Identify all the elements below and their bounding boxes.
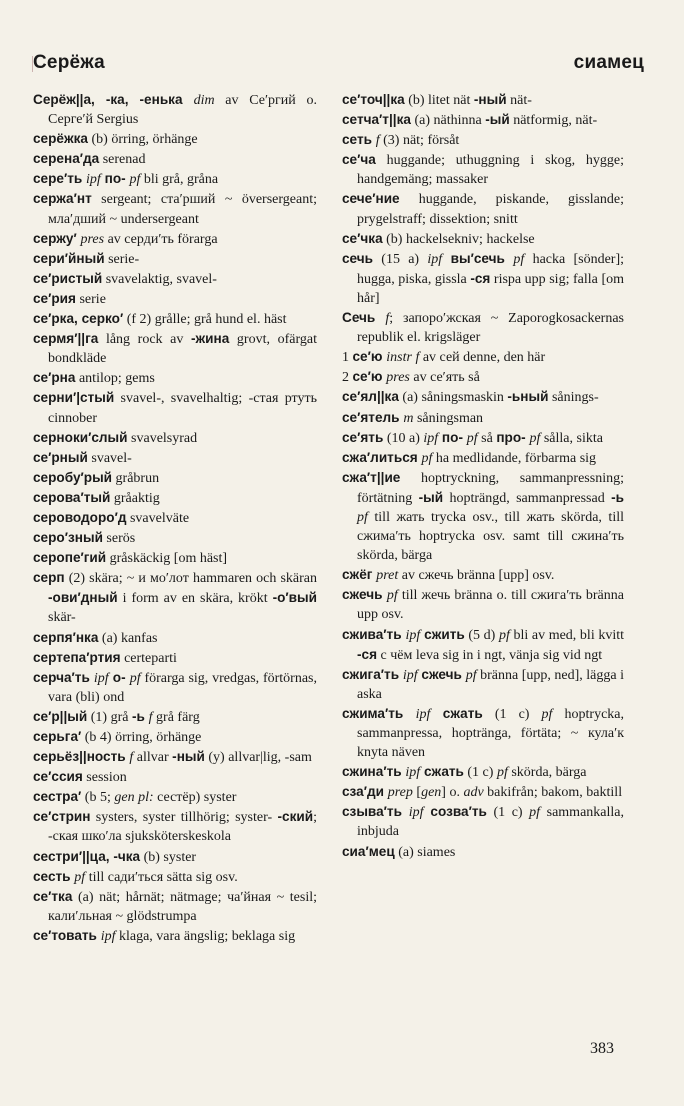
definition-text: bränna [upp, ned], lägga i aska [357,667,624,702]
grammar-label: pf [541,706,553,722]
grammar-label: gen pl: [114,790,154,806]
headword: серьга′ [33,729,82,744]
dictionary-entry [342,565,624,585]
headword: вы′сечь [442,250,514,266]
definition-text: (b 4) örring, örhänge [81,730,202,745]
definition-text: bli grå, gråna [140,172,219,188]
headword: серни′|стый [33,390,115,406]
dictionary-entry [33,468,317,488]
grammar-label: pres [386,370,410,386]
headword: сжима′ть [342,705,416,721]
definition-text: i form av en skära, krökt [117,591,273,607]
headword: -ный [172,749,205,765]
headword: се′ссия [33,769,83,785]
headword: по- [438,429,467,445]
dictionary-entry [33,747,317,767]
headword: серёжка [33,131,88,147]
definition-text: förarga sig, vredgas, förtörnas, vara (bli) ond [48,670,318,705]
grammar-label: f [148,709,153,725]
dictionary-entry [33,329,317,368]
definition-text: till жать trycka osv., till жать skörda, till сжима′ть hoptrycka osv. samt till сжина′ть skörda, bärga [357,509,624,564]
definition-text: lång rock av [98,332,192,348]
grammar-label: pret [376,568,399,584]
headword: сжива′ть [342,626,406,642]
dictionary-entry [33,169,317,189]
definition-text: huggande, piskande, gisslande; prygelstraff; dissektion; snitt [357,192,624,227]
dictionary-entry [33,926,317,946]
definition-text: ; -ская шко′ла sjuksköterskeskola [48,810,317,845]
definition-text: systers, syster tillhörig; syster- [90,810,278,826]
definition-text: serös [102,531,136,547]
definition-text: sålla, sikta [540,430,603,446]
headword: серьёз||ность [33,749,130,765]
headword: серча′ть [33,669,94,685]
definition-text: (10 a) [383,430,424,446]
definition-text: (b) litet nät [404,93,474,108]
headword: серпя′нка [33,629,99,645]
dictionary-entry [342,448,624,468]
headword: -жина [191,331,230,347]
headword: серобу′рый [33,469,113,485]
dictionary-entry [33,528,317,548]
right-column [342,90,624,862]
definition-text: ; запоро′жская ~ Zaporogkosackernas republik el. krigsläger [357,311,624,346]
definition-text: serie- [104,251,140,267]
definition-text: (y) allvar|lig, -sam [204,750,312,766]
headword: сжёг [342,567,377,583]
dictionary-entry [33,568,317,627]
headword: се′рна [33,370,76,386]
definition-text: huggande; uthuggning i skog, hygge; handgemäng; massaker [357,153,624,188]
headword: сечь [342,250,374,266]
headword: сжечь [342,587,387,603]
dictionary-entry [33,807,317,846]
grammar-label: ipf [86,172,101,188]
definition-text: nät- [506,93,532,108]
grammar-label: pf [74,869,86,885]
definition-text: grovt, ofärgat bondkläde [48,332,317,367]
grammar-label: ipf [405,627,421,643]
definition-text: bakifrån; bakom, baktill [483,785,623,801]
headword: се′товать [33,927,101,943]
dictionary-entry [342,189,624,228]
headword: сержа′нт [33,191,92,207]
headword: сза′ди [342,784,388,800]
definition-text: skär- [48,610,76,626]
headword: сжить [420,626,465,642]
definition-text: serie [75,291,106,307]
definition-text: sergeant; ста′рший ~ översergeant; мла′дший ~ undersergeant [48,192,317,227]
dictionary-entry [33,269,317,289]
headword: -ский [277,809,314,825]
definition-text: (a) näthinna [410,113,486,129]
definition-text: (a) kanfas [98,630,158,646]
headword: сери′йный [33,250,105,266]
definition-text: klaga, vara ängslig; beklaga sig [115,928,296,944]
running-head-last-entry: сиамец [573,52,644,73]
grammar-label: ipf [93,670,109,686]
dictionary-entry [33,289,317,309]
headword: серноки′слый [33,429,128,445]
headword: се′рный [33,449,88,465]
definition-text: (1 c) [482,706,542,722]
headword: сесть [33,868,75,884]
definition-text: till жечь bränna o. till сжига′ть bränna upp osv. [357,588,624,623]
definition-text: sånings- [548,390,599,406]
dictionary-entry [33,149,317,169]
dictionary-entry [342,110,624,130]
definition-text: (1) grå [87,709,132,725]
grammar-label: pf [496,765,508,781]
headword: се′ял||ка [342,389,399,405]
definition-text: till сади′ться sätta sig osv. [85,869,238,885]
headword: сзыва′ть [342,804,409,820]
grammar-label: dim [193,93,215,108]
grammar-label: pf [129,670,141,686]
headword: сестри′||ца, -чка [33,848,141,864]
headword: се′точ||ка [342,92,405,107]
dictionary-entry [342,249,624,308]
headword: серопе′гий [33,550,107,566]
definition-text: (1 c) [486,805,530,821]
dictionary-entry [33,229,317,249]
headword: се′ятель [342,409,404,425]
running-head-first-entry: Серёжа [33,52,105,73]
grammar-label: pf [529,430,541,446]
grammar-label: pf [529,805,541,821]
headword: -ьный [507,389,549,405]
grammar-label: gen [421,785,442,801]
dictionary-entry [33,189,317,228]
headword: се′ристый [33,270,103,286]
grammar-label: f [385,311,390,327]
grammar-label: ipf [408,805,424,821]
grammar-label: adv [463,785,484,801]
headword: -ь [611,489,624,505]
headword: про- [496,429,530,445]
dictionary-entry [342,585,624,624]
dictionary-entry [33,628,317,648]
grammar-label: pres [80,231,105,247]
definition-text: grå färg [152,709,200,725]
headword: -ый [418,489,444,505]
left-column [33,90,317,946]
dictionary-entry [33,648,317,668]
dictionary-entry [33,867,317,887]
definition-text: с чём leva sig in i ngt, vänja sig vid ngt [377,647,603,663]
headword: сжина′ть [342,764,406,780]
grammar-label: pf [357,509,368,525]
dictionary-entry [33,767,317,787]
definition-text: rispa upp sig; falla [om hår] [357,271,624,306]
headword: сжать [420,764,464,780]
dictionary-entry [33,887,317,926]
dictionary-entry [33,249,317,269]
headword: серо′зный [33,530,103,546]
definition-text: certeparti [120,650,177,666]
definition-text: så [477,430,497,446]
headword: се′рия [33,290,76,306]
headword: сеть [342,132,376,148]
headword: Сечь [342,310,386,326]
headword: се′стрин [33,809,91,825]
definition-text: av серди′ть förarga [104,231,218,247]
definition-text: svavel- [87,450,132,466]
definition-text: ha medlidande, förbarma sig [432,450,597,466]
dictionary-entry [342,468,624,565]
dictionary-entry [33,727,317,747]
grammar-label: f [129,750,134,766]
definition-text: (2) skära; ~ и мо′лот hammaren och skäran [64,571,317,587]
grammar-label: m [403,410,414,426]
definition-text: gråskäckig [om häst] [106,551,228,567]
definition-text: (b) hackelsekniv; hackelse [382,231,535,247]
headword: се′ю [352,369,387,385]
grammar-label: pf [129,172,141,188]
headword: сжа′литься [342,449,422,465]
headword: по- [100,171,130,187]
dictionary-entry [342,408,624,428]
dictionary-entry [33,787,317,807]
definition-text: skörda, bärga [507,765,587,781]
headword: се′ять [342,429,384,445]
headword: серена′да [33,151,100,167]
headword: -ся [470,270,491,286]
definition-text: gråaktig [110,490,160,506]
dictionary-entry [33,129,317,149]
dictionary-entry [342,762,624,782]
definition-text: av се′ять så [409,370,480,386]
dictionary-entry [33,548,317,568]
definition-text: 1 [342,350,353,366]
definition-text: svavelväte [126,510,190,526]
definition-text: nätformig, nät- [509,113,598,129]
headword: сиа′мец [342,843,395,859]
grammar-label: pf [498,627,510,643]
headword: -ся [357,646,378,662]
dictionary-entry [33,388,317,427]
grammar-label: pf [421,450,433,466]
page-number: 383 [590,1040,614,1057]
definition-text: (3) nät; försåt [379,133,460,149]
dictionary-entry [342,347,624,367]
headword: сжа′т||ие [342,469,401,485]
headword: -ови′дный [48,590,118,606]
dictionary-entry [33,508,317,528]
headword: сере′ть [33,171,87,187]
definition-text: 2 [342,370,353,386]
definition-text: (b 5; [81,790,115,806]
headword: Серёж||а, -ка, -енька [33,92,194,107]
headword: о- [108,669,130,685]
headword: сержу′ [33,230,81,246]
dictionary-entry [342,704,624,762]
headword: -ный [473,92,507,107]
definition-text: gråbrun [112,470,160,486]
dictionary-entry [33,707,317,727]
definition-text: hacka [sönder]; hugga, piska, gissla [357,251,624,287]
headword: се′тка [33,888,73,904]
headword: сжечь [417,666,466,682]
headword: сжига′ть [342,666,403,682]
dictionary-entry [33,448,317,468]
grammar-label: pf [513,251,525,267]
definition-text: (b) örring, örhänge [88,132,198,148]
headword: сече′ние [342,191,400,207]
definition-text: hopträngd, sammanpressad [443,490,612,506]
grammar-label: ipf [427,251,443,267]
definition-text: (5 d) [464,627,499,643]
grammar-label: ipf [100,928,116,944]
dictionary-entry [33,668,317,707]
definition-text: såningsman [413,410,484,426]
headword: серова′тый [33,489,111,505]
grammar-label: instr f [386,350,420,366]
dictionary-entry [342,367,624,387]
grammar-label: ipf [423,430,439,446]
definition-text: av Се′ргий о. Серге′й Sergius [48,93,317,128]
dictionary-entry [33,90,317,129]
headword: се′чка [342,230,383,246]
definition-text: svavel-, svavelhaltig; -стая ртуть cinnober [48,391,317,426]
dictionary-entry [342,842,624,862]
headword: -о′вый [272,590,317,606]
grammar-label: ipf [415,706,431,722]
dictionary-entry [342,665,624,704]
definition-text: (1 c) [463,765,497,781]
headword: сертепа′ртия [33,649,121,665]
dictionary-entry [342,90,624,110]
definition-text: (a) nät; hårnät; nätmage; ча′йная ~ tesil; кали′льная ~ glödstrumpa [48,889,317,924]
definition-text: serenad [99,152,146,168]
definition-text: antilop; gems [75,371,155,387]
grammar-label: f [375,133,380,149]
headword: серп [33,570,65,586]
definition-text: (a) såningsmaskin [398,390,508,406]
dictionary-entry [33,368,317,388]
grammar-label: pf [465,667,477,683]
headword: се′р||ый [33,708,88,724]
dictionary-entry [33,428,317,448]
headword: се′рка, серко′ [33,311,124,327]
dictionary-entry [33,488,317,508]
dictionary-entry [342,387,624,407]
headword: -ый [485,112,510,128]
headword: сестра′ [33,789,82,805]
dictionary-entry [33,309,317,329]
headword: се′ю [352,349,387,365]
dictionary-entry [342,428,624,448]
definition-text: (f 2) grålle; grå hund el. häst [123,312,287,328]
definition-text: svavelsyrad [127,430,198,446]
dictionary-entry [342,150,624,189]
headword: созва′ть [423,804,487,820]
headword: сермя′||га [33,331,99,347]
dictionary-entry [342,229,624,249]
grammar-label: ipf [405,765,421,781]
grammar-label: pf [386,588,398,604]
headword: се′ча [342,152,376,168]
dictionary-entry [342,782,624,802]
definition-text: сестёр) syster [153,790,237,806]
definition-text: ] o. [441,785,464,801]
definition-text: (15 a) [373,251,428,267]
definition-text: [ [412,785,422,801]
dictionary-entry [33,847,317,867]
headword: сжать [430,705,483,721]
grammar-label: pf [466,430,478,446]
definition-text: svavelaktig, svavel- [102,271,217,287]
dictionary-entry [342,625,624,665]
definition-text: av сей denne, den här [419,350,546,366]
definition-text: allvar [133,750,173,766]
definition-text: sammankalla, inbjuda [357,805,624,840]
definition-text: (b) syster [140,849,197,865]
definition-text: bli av med, bli kvitt [509,627,624,643]
grammar-label: prep [387,785,413,801]
definition-text: av сжечь bränna [upp] osv. [398,568,555,584]
definition-text: session [82,770,127,786]
dictionary-entry [342,802,624,841]
headword: сетча′т||ка [342,112,411,128]
definition-text: hoptryckning, sammanpressning; förtätning [357,470,624,506]
definition-text: hoptrycka, sammanpressa, hopträngа, förtäta; ~ кула′к knyta näven [357,706,625,761]
dictionary-entry [342,130,624,150]
headword: -ь [131,708,149,724]
headword: сероводоро′д [33,509,127,525]
definition-text: (a) siames [394,844,456,860]
grammar-label: ipf [402,667,418,683]
dictionary-entry [342,308,624,347]
